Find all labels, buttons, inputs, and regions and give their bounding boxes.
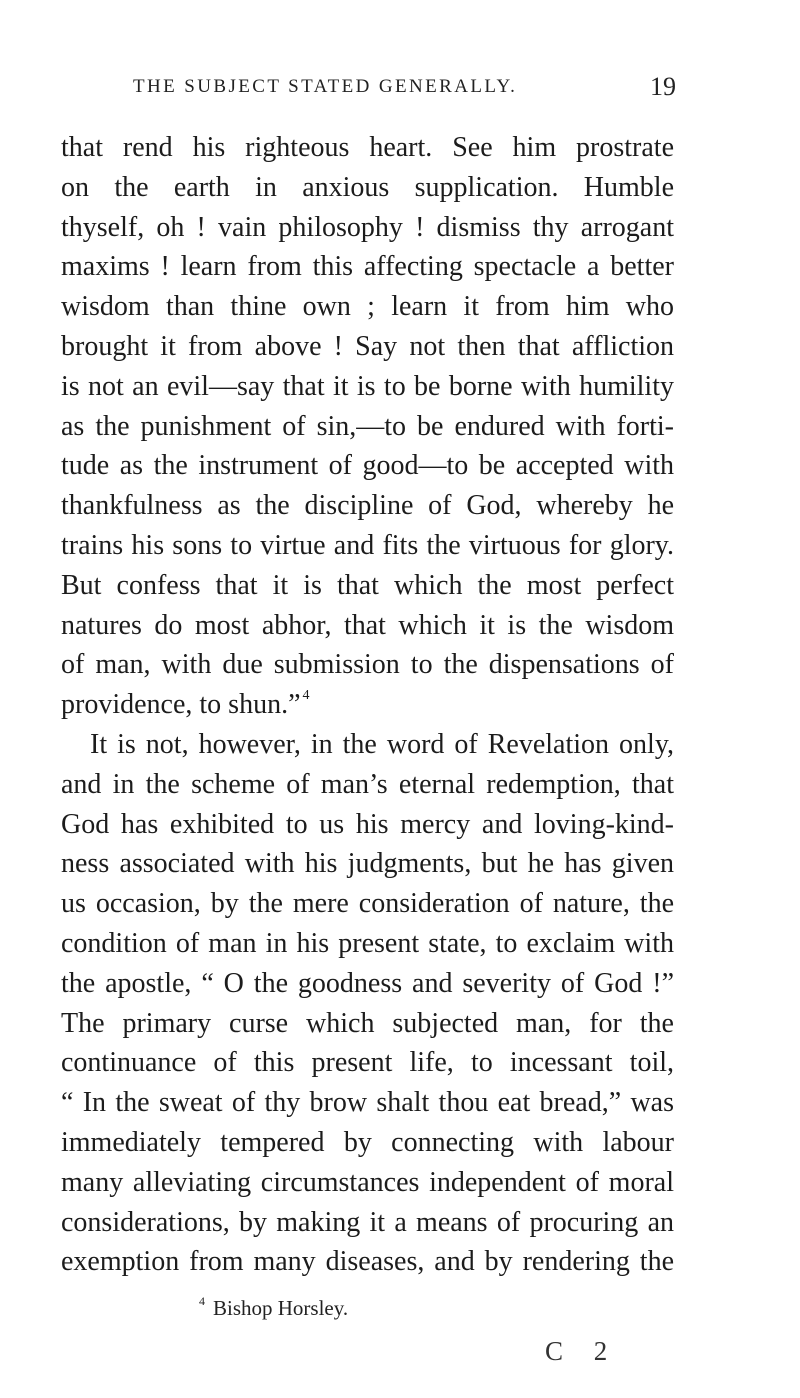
text-line: trains his sons to virtue and fits the virtuous for glory. [61,529,674,561]
text-line: and in the scheme of man’s eternal redemption, that [61,768,674,800]
text-line: maxims ! learn from this affecting spectacle a better [61,251,674,283]
text-line: brought it from above ! Say not then that affliction [61,330,674,362]
text-line: tude as the instrument of good—to be accepted with [61,450,674,482]
paragraph-end-line [61,685,674,725]
text-line: It is not, however, in the word of Revelation only, [90,728,674,760]
body-text [61,128,674,1282]
text-line: exemption from many diseases, and by rendering the [61,1246,674,1278]
text-line: natures do most abhor, that which it is the wisdom [61,609,674,641]
text-line: ness associated with his judgments, but he has given [61,848,674,880]
text-line: “ In the sweat of thy brow shalt thou eat bread,” was [61,1087,674,1119]
text-line: immediately tempered by connecting with labour [61,1126,674,1158]
footnote-text: Bishop Horsley. [213,1296,349,1320]
signature-mark: C 2 [545,1336,620,1366]
text-line: as the punishment of sin,—to be endured with forti- [61,410,674,442]
text-line: that rend his righteous heart. See him prostrate [61,132,674,163]
text-line: many alleviating circumstances independent of moral [61,1166,674,1198]
text-line: on the earth in anxious supplication. Humble [61,171,674,203]
text-line: providence, to shun.” [61,689,301,721]
text-line: The primary curse which subjected man, for the [61,1007,674,1039]
text-line: thankfulness as the discipline of God, whereby he [61,490,674,522]
footnote-reference[interactable]: 4 [302,688,310,704]
page-number: 19 [650,72,676,101]
text-line: thyself, oh ! vain philosophy ! dismiss thy arrogant [61,211,674,243]
text-line: considerations, by making it a means of procuring an [61,1206,674,1238]
text-line: wisdom than thine own ; learn it from him who [61,291,674,323]
text-line: continuance of this present life, to incessant toil, [61,1047,674,1079]
text-line: of man, with due submission to the dispensations of [61,649,674,681]
footnote-marker: 4 [199,1294,205,1308]
text-line: us occasion, by the mere consideration of nature, the [61,888,674,920]
text-line: the apostle, “ O the goodness and severity of God !” [61,967,674,999]
text-line: condition of man in his present state, to exclaim with [61,927,674,959]
text-line: is not an evil—say that it is to be borne with humility [61,370,674,402]
footnote [199,1294,348,1321]
text-line: But confess that it is that which the most perfect [61,569,674,601]
running-title: THE SUBJECT STATED GENERALLY. [133,76,518,97]
text-line: God has exhibited to us his mercy and loving-kind- [61,808,674,840]
